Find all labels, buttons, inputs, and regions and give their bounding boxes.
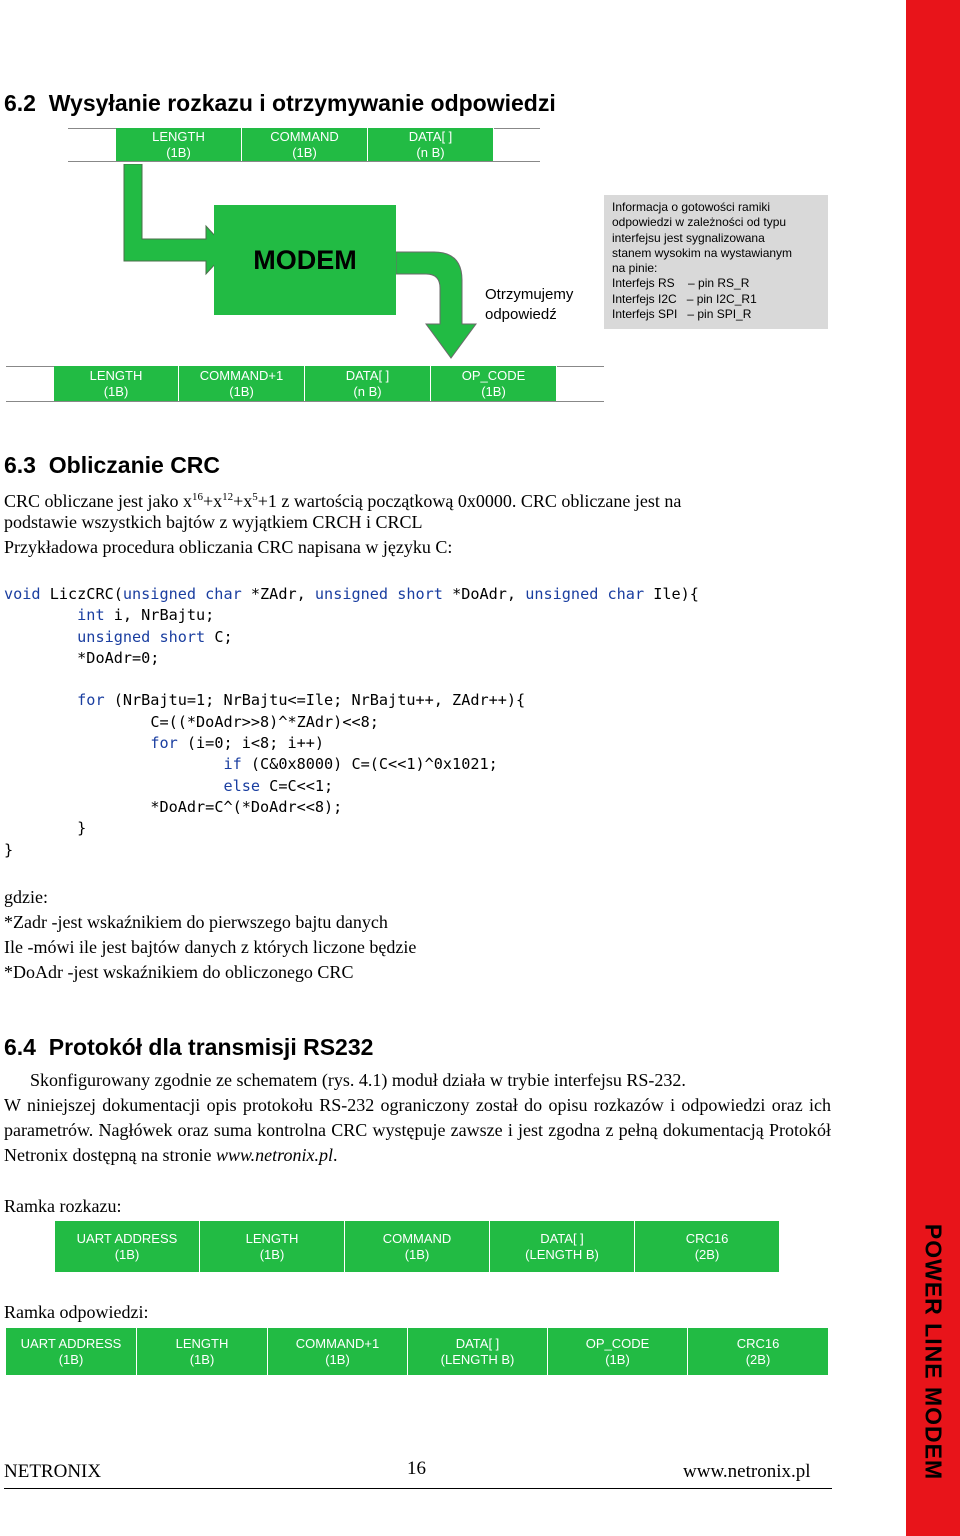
frame-line [6, 401, 604, 402]
receive-label: Otrzymujemy odpowiedź [485, 286, 574, 323]
rs232-request-field-length: LENGTH (1B) [200, 1221, 345, 1272]
crc-paragraph-line-1: CRC obliczane jest jako $x^{16}+x^{12}+x^5+1$ z wartością początkową 0x0000. CRC obliczane jest na [4, 491, 682, 511]
rs232-response-field-opcode: OP_CODE (1B) [548, 1328, 688, 1375]
rs232-response-field-data: DATA[ ] (LENGTH B) [408, 1328, 548, 1375]
footer-rule [4, 1488, 832, 1489]
rs232-response-field-address: UART ADDRESS (1B) [6, 1328, 137, 1375]
response-frame-label: Ramka odpowiedzi: [4, 1302, 149, 1322]
rs232-response-field-length: LENGTH (1B) [137, 1328, 268, 1375]
section-heading-6-2 [4, 90, 556, 117]
response-field-command: COMMAND+1 (1B) [179, 366, 305, 401]
where-item-doadr: *DoAdr -jest wskaźnikiem do obliczonego CRC [4, 962, 354, 982]
request-field-data: DATA[ ] (n B) [368, 128, 494, 161]
rs232-request-field-command: COMMAND (1B) [345, 1221, 490, 1272]
crc-code-block: void LiczCRC(unsigned char *ZAdr, unsigned short *DoAdr, unsigned char Ile){ int i, NrBajtu; unsigned short C; *DoAdr=0; for (NrBajtu=1; NrBajtu<=Ile; NrBajtu++, ZAdr++){ C=((*DoAdr>>8)^*ZAdr)<<8; for (i=0; i<8; i++) if (C&0x8000) C=(C<<1)^0x1021; else C=C<<1; *DoAdr=C^(*DoAdr<<8); } } [4, 585, 699, 859]
rs232-request-field-data: DATA[ ] (LENGTH B) [490, 1221, 635, 1272]
page-number: 16 [407, 1458, 426, 1479]
response-field-opcode: OP_CODE (1B) [431, 366, 557, 401]
crc-paragraph-line-2: podstawie wszystkich bajtów z wyjątkiem CRCH i CRCL [4, 512, 423, 532]
request-frame-label: Ramka rozkazu: [4, 1196, 122, 1216]
netronix-link[interactable]: www.netronix.pl [215, 1145, 333, 1165]
response-field-data: DATA[ ] (n B) [305, 366, 431, 401]
curved-arrow-icon [394, 250, 494, 362]
crc-paragraph-line-3: Przykładowa procedura obliczania CRC napisana w języku C: [4, 537, 453, 557]
request-field-command: COMMAND (1B) [242, 128, 368, 161]
rs232-paragraph-1: Skonfigurowany zgodnie ze schematem (rys. 4.1) moduł działa w trybie interfejsu RS-232. [30, 1070, 686, 1090]
rs232-request-field-address: UART ADDRESS (1B) [55, 1221, 200, 1272]
section-heading-6-3: 6.3 Obliczanie CRC [4, 452, 221, 478]
response-field-length: LENGTH (1B) [54, 366, 179, 401]
footer-company: NETRONIX [4, 1461, 102, 1482]
frame-line [68, 161, 540, 162]
section-heading-6-4: 6.4 Protokół dla transmisji RS232 [4, 1034, 374, 1060]
footer-website[interactable]: www.netronix.pl [683, 1461, 811, 1482]
rs232-paragraph-2: W niniejszej dokumentacji opis protokołu RS-232 ograniczony został do opisu rozkazów i odpowiedzi oraz ich parametrów. Nagłówek oraz suma kontrolna CRC występuje zawsze i jest zgodna z pełną dokumentacją Protokół Netronix dostępną na stronie www.netronix.pl. [4, 1095, 831, 1165]
ready-info-box: Informacja o gotowości ramiki odpowiedzi w zależności od typu interfejsu jest sygnalizowana stanem wysokim na wystawianym na pinie: Interfejs RS – pin RS_R Interfejs I2C – pin I2C_R1 Interfejs SPI – pin SPI_R [604, 195, 828, 329]
rs232-response-field-crc: CRC16 (2B) [688, 1328, 829, 1375]
section-number: 6.2 [4, 90, 36, 116]
rs232-request-field-crc: CRC16 (2B) [635, 1221, 780, 1272]
where-label: gdzie: [4, 887, 48, 907]
modem-box: MODEM [214, 205, 396, 315]
down-arrow-icon [110, 164, 230, 290]
side-brand: POWER LINE MODEM [920, 1223, 947, 1481]
rs232-response-field-command: COMMAND+1 (1B) [268, 1328, 408, 1375]
section-title: Wysyłanie rozkazu i otrzymywanie odpowiedzi [48, 90, 556, 116]
request-field-length: LENGTH (1B) [116, 128, 242, 161]
where-item-ile: Ile -mówi ile jest bajtów danych z których liczone będzie [4, 937, 417, 957]
where-item-zadr: *Zadr -jest wskaźnikiem do pierwszego bajtu danych [4, 912, 388, 932]
